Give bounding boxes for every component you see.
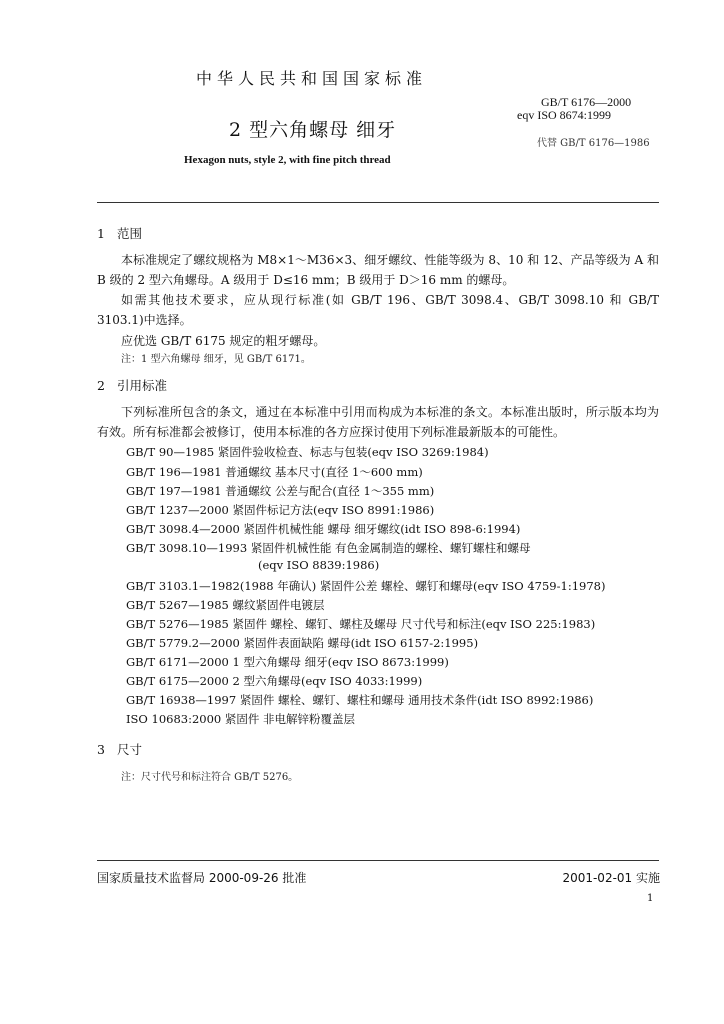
standard-number: GB/T 6176—2000 [541, 95, 632, 109]
section-2-number: 2 [97, 378, 105, 393]
references-intro: 下列标准所包含的条文，通过在本标准中引用而构成为本标准的条文。本标准出版时，所示版本均为有效。所有标准都会被修订，使用本标准的各方应探讨使用下列标准最新版本的可能性。 [97, 405, 659, 439]
scope-paragraph-3: 应优选 GB/T 6175 规定的粗牙螺母。 [121, 334, 326, 348]
scope-paragraph-2: 如需其他技术要求，应从现行标准(如 GB/T 196、GB/T 3098.4、GB/T 3098.10 和 GB/T 3103.1)中选择。 [97, 293, 659, 327]
reference-item: GB/T 5267—1985 螺纹紧固件电镀层 [126, 598, 325, 612]
footer-divider [97, 860, 659, 861]
reference-item: GB/T 16938—1997 紧固件 螺栓、螺钉、螺柱和螺母 通用技术条件(idt ISO 8992:1986) [126, 693, 594, 707]
iso-equivalent: eqv ISO 8674:1999 [517, 108, 611, 122]
reference-item: GB/T 3098.4—2000 紧固件机械性能 螺母 细牙螺纹(idt ISO 898-6:1994) [126, 522, 521, 536]
reference-item: GB/T 6175—2000 2 型六角螺母(eqv ISO 4033:1999) [126, 674, 423, 688]
section-2-heading [97, 376, 167, 394]
section-3-heading [97, 740, 142, 758]
page-number: 1 [647, 893, 654, 904]
reference-item: GB/T 3098.10—1993 紧固件机械性能 有色金属制造的螺栓、螺钉螺柱和螺母 [126, 541, 531, 555]
section-1-title: 范围 [117, 226, 143, 241]
reference-item: GB/T 90—1985 紧固件验收检查、标志与包装(eqv ISO 3269:1984) [126, 445, 489, 459]
document-title-cn: 2 型六角螺母 细牙 [229, 119, 397, 141]
section-1-heading [97, 224, 142, 242]
section-3-title: 尺寸 [117, 742, 143, 757]
dimensions-note: 注：尺寸代号和标注符合 GB/T 5276。 [121, 772, 299, 783]
document-title-en: Hexagon nuts, style 2, with fine pitch thread [184, 154, 391, 166]
national-standard-header: 中华人民共和国国家标准 [196, 69, 428, 88]
replaces-standard: 代替 GB/T 6176—1986 [537, 138, 650, 149]
scope-note: 注：1 型六角螺母 细牙，见 GB/T 6171。 [121, 354, 311, 365]
reference-item: GB/T 5276—1985 紧固件 螺栓、螺钉、螺柱及螺母 尺寸代号和标注(eqv ISO 225:1983) [126, 617, 596, 631]
section-3-number: 3 [97, 742, 105, 757]
approval-statement: 国家质量技术监督局 2000-09-26 批准 [97, 871, 307, 885]
reference-item: GB/T 5779.2—2000 紧固件表面缺陷 螺母(idt ISO 6157-2:1995) [126, 636, 479, 650]
reference-item: GB/T 197—1981 普通螺纹 公差与配合(直径 1～355 mm) [126, 484, 435, 498]
implementation-date: 2001-02-01 实施 [562, 871, 660, 885]
section-2-title: 引用标准 [117, 378, 168, 393]
reference-item: GB/T 3103.1—1982(1988 年确认) 紧固件公差 螺栓、螺钉和螺母(eqv ISO 4759-1:1978) [126, 579, 606, 593]
reference-item: GB/T 196—1981 普通螺纹 基本尺寸(直径 1～600 mm) [126, 465, 423, 479]
reference-item: ISO 10683:2000 紧固件 非电解锌粉覆盖层 [126, 712, 356, 726]
section-1-number: 1 [97, 226, 105, 241]
reference-item: GB/T 1237—2000 紧固件标记方法(eqv ISO 8991:1986) [126, 503, 435, 517]
reference-item: GB/T 6171—2000 1 型六角螺母 细牙(eqv ISO 8673:1999) [126, 655, 449, 669]
header-divider [97, 202, 659, 203]
reference-item-continuation: (eqv ISO 8839:1986) [258, 558, 380, 572]
scope-paragraph-1: 本标准规定了螺纹规格为 M8×1～M36×3、细牙螺纹、性能等级为 8、10 和 12、产品等级为 A 和 B 级的 2 型六角螺母。A 级用于 D≤16 mm；B 级用于 D＞16 mm 的螺母。 [97, 253, 659, 287]
